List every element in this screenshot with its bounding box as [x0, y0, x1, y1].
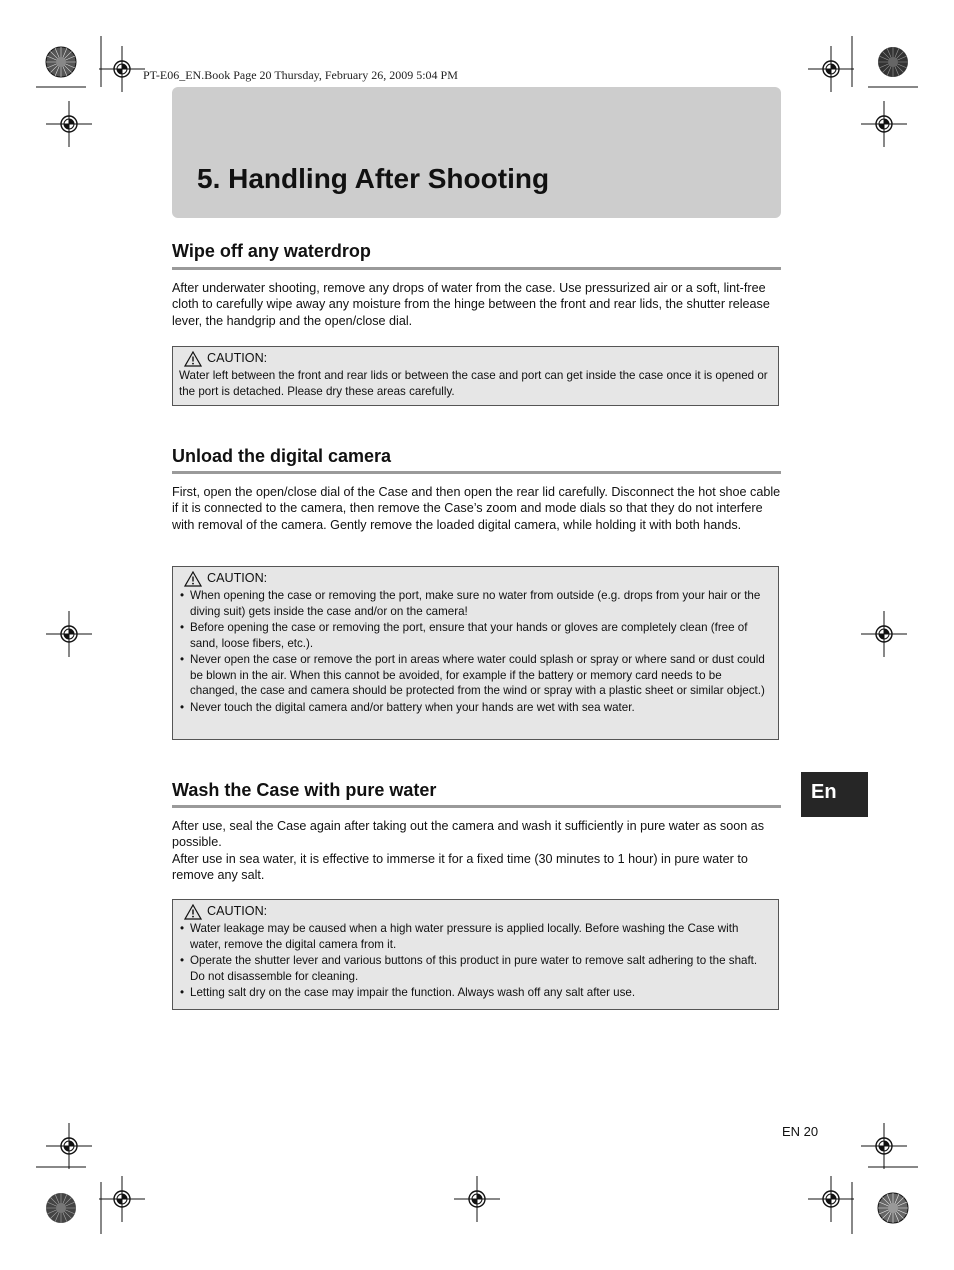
language-tab: En: [801, 772, 868, 817]
registration-mark-icon: [454, 1176, 500, 1222]
registration-mark-icon: [99, 46, 145, 92]
section-rule: [172, 805, 781, 808]
caution-item: • Letting salt dry on the case may impair the function. Always wash off any salt after use.: [180, 986, 636, 999]
registration-mark-icon: [808, 1176, 854, 1222]
caution-label: CAUTION:: [207, 351, 268, 366]
caution-text: Water left between the front and rear lids or between the case and port can get inside the case once it is opened or the port is detached. Please dry these areas carefully.: [179, 369, 768, 398]
color-wheel-icon: [44, 45, 78, 79]
paragraph: After use in sea water, it is effective to immerse it for a fixed time (30 minutes to 1 hour) in pure water to remove any salt.: [172, 851, 748, 882]
registration-mark-icon: [46, 1123, 92, 1169]
caution-item: • Water leakage may be caused when a high water pressure is applied locally. Before washing the Case with water, remove the digital camera from it.: [180, 922, 739, 951]
registration-mark-icon: [99, 1176, 145, 1222]
registration-mark-icon: [46, 611, 92, 657]
caution-list: [179, 921, 772, 1001]
warning-triangle-icon: [184, 571, 202, 587]
caution-box-wipe: [172, 346, 779, 406]
section-body-wipe: [172, 280, 784, 329]
section-rule: [172, 267, 781, 270]
section-body-wash: [172, 818, 784, 883]
caution-item: • When opening the case or removing the port, make sure no water from outside (e.g. drops from your hair or the diving suit) gets inside the case and/or on the camera!: [180, 589, 761, 618]
section-body-unload: [172, 484, 784, 533]
caution-header: [184, 351, 772, 367]
chapter-title-band: [172, 87, 781, 218]
paragraph: After use, seal the Case again after taking out the camera and wash it sufficiently in pure water as soon as possible.: [172, 819, 765, 850]
section-title-wipe: Wipe off any waterdrop: [172, 241, 371, 261]
caution-box-unload: [172, 566, 779, 740]
print-slug-line: PT-E06_EN.Book Page 20 Thursday, February 26, 2009 5:04 PM: [143, 68, 458, 82]
section-rule: [172, 471, 781, 474]
caution-item: • Operate the shutter lever and various buttons of this product in pure water to remove salt adhering to the shaft. Do not disassemble for cleaning.: [180, 954, 758, 983]
caution-label: CAUTION:: [207, 571, 268, 586]
registration-mark-icon: [808, 46, 854, 92]
section-title-wash: Wash the Case with pure water: [172, 780, 437, 800]
color-wheel-icon: [876, 45, 910, 79]
color-wheel-icon: [44, 1191, 78, 1225]
registration-mark-icon: [861, 1123, 907, 1169]
caution-header: [184, 904, 772, 920]
warning-triangle-icon: [184, 351, 202, 367]
section-title-unload: Unload the digital camera: [172, 446, 392, 466]
registration-mark-icon: [861, 611, 907, 657]
caution-header: [184, 571, 772, 587]
color-wheel-icon: [876, 1191, 910, 1225]
warning-triangle-icon: [184, 904, 202, 920]
paragraph: First, open the open/close dial of the Case and then open the rear lid carefully. Disconnect the hot shoe cable if it is connected to the camera, then remove the Case’s zoom and mode dials so that they do not interfere with removal of the camera. Gently remove the loaded digital camera, while holding it with both hands.: [172, 485, 781, 532]
caution-item: • Before opening the case or removing the port, ensure that your hands or gloves are completely clean (free of sand, loose fibers, etc.).: [180, 621, 748, 650]
chapter-title: 5. Handling After Shooting: [197, 163, 550, 194]
caution-list: [179, 588, 772, 715]
registration-mark-icon: [861, 101, 907, 147]
caution-box-wash: [172, 899, 779, 1010]
caution-item: • Never touch the digital camera and/or battery when your hands are wet with sea water.: [180, 700, 635, 714]
paragraph: After underwater shooting, remove any drops of water from the case. Use pressurized air or a soft, lint-free cloth to carefully wipe away any moisture from the hinge between the front and rear lids, the shutter release lever, the handgrip and the open/close dial.: [172, 281, 770, 328]
registration-mark-icon: [46, 101, 92, 147]
page-number: EN 20: [782, 1124, 819, 1139]
caution-item: • Never open the case or remove the port in areas where water could splash or spray or where sand or dust could be blown in the air. When this cannot be avoided, for example if the battery or memory card needs to be changed, the case and camera should be protected from the wind or spray with a plastic sheet or similar object.): [180, 653, 765, 697]
caution-label: CAUTION:: [207, 904, 268, 919]
